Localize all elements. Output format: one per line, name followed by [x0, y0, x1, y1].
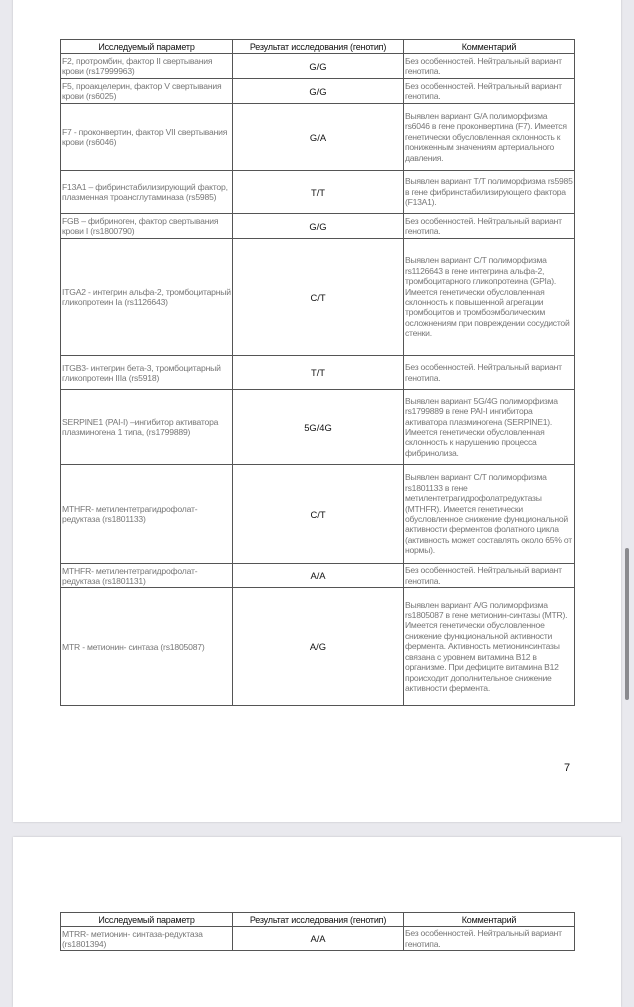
- row-parameter: ITGB3- интегрин бета-3, тромбоцитарный гликопротеин IIIa (rs5918): [61, 356, 233, 390]
- row-result: A/A: [233, 927, 404, 951]
- row-comment: Без особенностей. Нейтральный вариант генотипа.: [404, 54, 575, 79]
- table-row: [61, 356, 575, 390]
- row-result: T/T: [233, 171, 404, 214]
- table-row: [61, 588, 575, 706]
- row-comment: Без особенностей. Нейтральный вариант генотипа.: [404, 79, 575, 104]
- row-parameter: MTHFR- метилентетрагидрофолат-редуктаза (rs1801131): [61, 564, 233, 588]
- header-comment: Комментарий: [404, 913, 575, 927]
- row-result: T/T: [233, 356, 404, 390]
- row-comment: Без особенностей. Нейтральный вариант генотипа.: [404, 356, 575, 390]
- row-comment: Без особенностей. Нейтральный вариант генотипа.: [404, 927, 575, 951]
- row-parameter: ITGA2 - интегрин альфа-2, тромбоцитарный гликопротеин Ia (rs1126643): [61, 239, 233, 356]
- genotype-results-table: [60, 39, 575, 706]
- page-number: 7: [564, 762, 571, 774]
- row-parameter: F13A1 – фибринстабилизирующий фактор, плазменная троансглутаминаза (rs5985): [61, 171, 233, 214]
- table-row: [61, 214, 575, 239]
- table-header-row: [61, 913, 575, 927]
- row-result: C/T: [233, 239, 404, 356]
- table-row: [61, 171, 575, 214]
- header-result: Результат исследования (генотип): [233, 913, 404, 927]
- row-parameter: F5, проакцелерин, фактор V свертывания крови (rs6025): [61, 79, 233, 104]
- row-parameter: FGB – фибриноген, фактор свертывания крови I (rs1800790): [61, 214, 233, 239]
- row-result: A/A: [233, 564, 404, 588]
- row-result: C/T: [233, 465, 404, 564]
- row-comment: Выявлен вариант 5G/4G полиморфизма rs1799889 в гене PAI-I ингибитора активатора плазминогена (SERPINE1). Имеется генетически обусловленная склонность к нарушению процесса фибринолиза.: [404, 390, 575, 465]
- row-comment: Выявлен вариант T/T полиморфизма rs5985 в гене фибринстабилизирующего фактора (F13A1).: [404, 171, 575, 214]
- row-comment: Выявлен вариант A/G полиморфизма rs1805087 в гене метионин-синтазы (MTR). Имеется генетически обусловленное снижение функциональной активности фермента. Активность метионинсинтазы связана с уровнем витамина B12 в организме. При дефиците витамина B12 происходит дополнительное снижение активности фермента.: [404, 588, 575, 706]
- row-parameter: F2, протромбин, фактор II свертывания крови (rs17999963): [61, 54, 233, 79]
- row-parameter: MTR - метионин- синтаза (rs1805087): [61, 588, 233, 706]
- vertical-scrollbar-thumb[interactable]: [625, 548, 629, 700]
- row-comment: Выявлен вариант G/A полиморфизма rs6046 в гене проконвертина (F7). Имеется генетически обусловленная склонность к пониженным значениям артериального давления.: [404, 104, 575, 171]
- row-comment: Без особенностей. Нейтральный вариант генотипа.: [404, 564, 575, 588]
- table-row: [61, 79, 575, 104]
- row-comment: Выявлен вариант C/T полиморфизма rs1126643 в гене интегрина альфа-2, тромбоцитарного гликопротеина (GPIa). Имеется генетически обусловленная склонность к повышенной агрегации тромбоцитов и тромбоэмболическим осложнениям при повреждении сосудистой стенки.: [404, 239, 575, 356]
- header-comment: Комментарий: [404, 40, 575, 54]
- row-result: G/A: [233, 104, 404, 171]
- table-row: [61, 104, 575, 171]
- row-comment: Выявлен вариант C/T полиморфизма rs1801133 в гене метилентетрагидрофолатредуктазы (MTHFR). Имеется генетически обусловленное снижение функциональной активности ферментов фолатного цикла (активность может составлять около 65% от нормы).: [404, 465, 575, 564]
- table-row: [61, 54, 575, 79]
- row-result: G/G: [233, 54, 404, 79]
- document-page-8: [13, 837, 621, 1007]
- table-row: [61, 465, 575, 564]
- table-row: [61, 564, 575, 588]
- table-row: [61, 390, 575, 465]
- row-parameter: SERPINE1 (PAI-I) –ингибитор активатора плазминогена 1 типа, (rs1799889): [61, 390, 233, 465]
- header-parameter: Исследуемый параметр: [61, 913, 233, 927]
- row-parameter: F7 - проконвертин, фактор VII свертывания крови (rs6046): [61, 104, 233, 171]
- row-result: 5G/4G: [233, 390, 404, 465]
- row-parameter: MTRR- метионин- синтаза-редуктаза (rs1801394): [61, 927, 233, 951]
- genotype-results-table-continued: [60, 912, 575, 951]
- table-row: [61, 239, 575, 356]
- table-row: [61, 927, 575, 951]
- table-header-row: [61, 40, 575, 54]
- row-result: A/G: [233, 588, 404, 706]
- header-result: Результат исследования (генотип): [233, 40, 404, 54]
- header-parameter: Исследуемый параметр: [61, 40, 233, 54]
- row-result: G/G: [233, 79, 404, 104]
- row-result: G/G: [233, 214, 404, 239]
- document-page-7: [13, 0, 621, 822]
- row-parameter: MTHFR- метилентетрагидрофолат-редуктаза (rs1801133): [61, 465, 233, 564]
- row-comment: Без особенностей. Нейтральный вариант генотипа.: [404, 214, 575, 239]
